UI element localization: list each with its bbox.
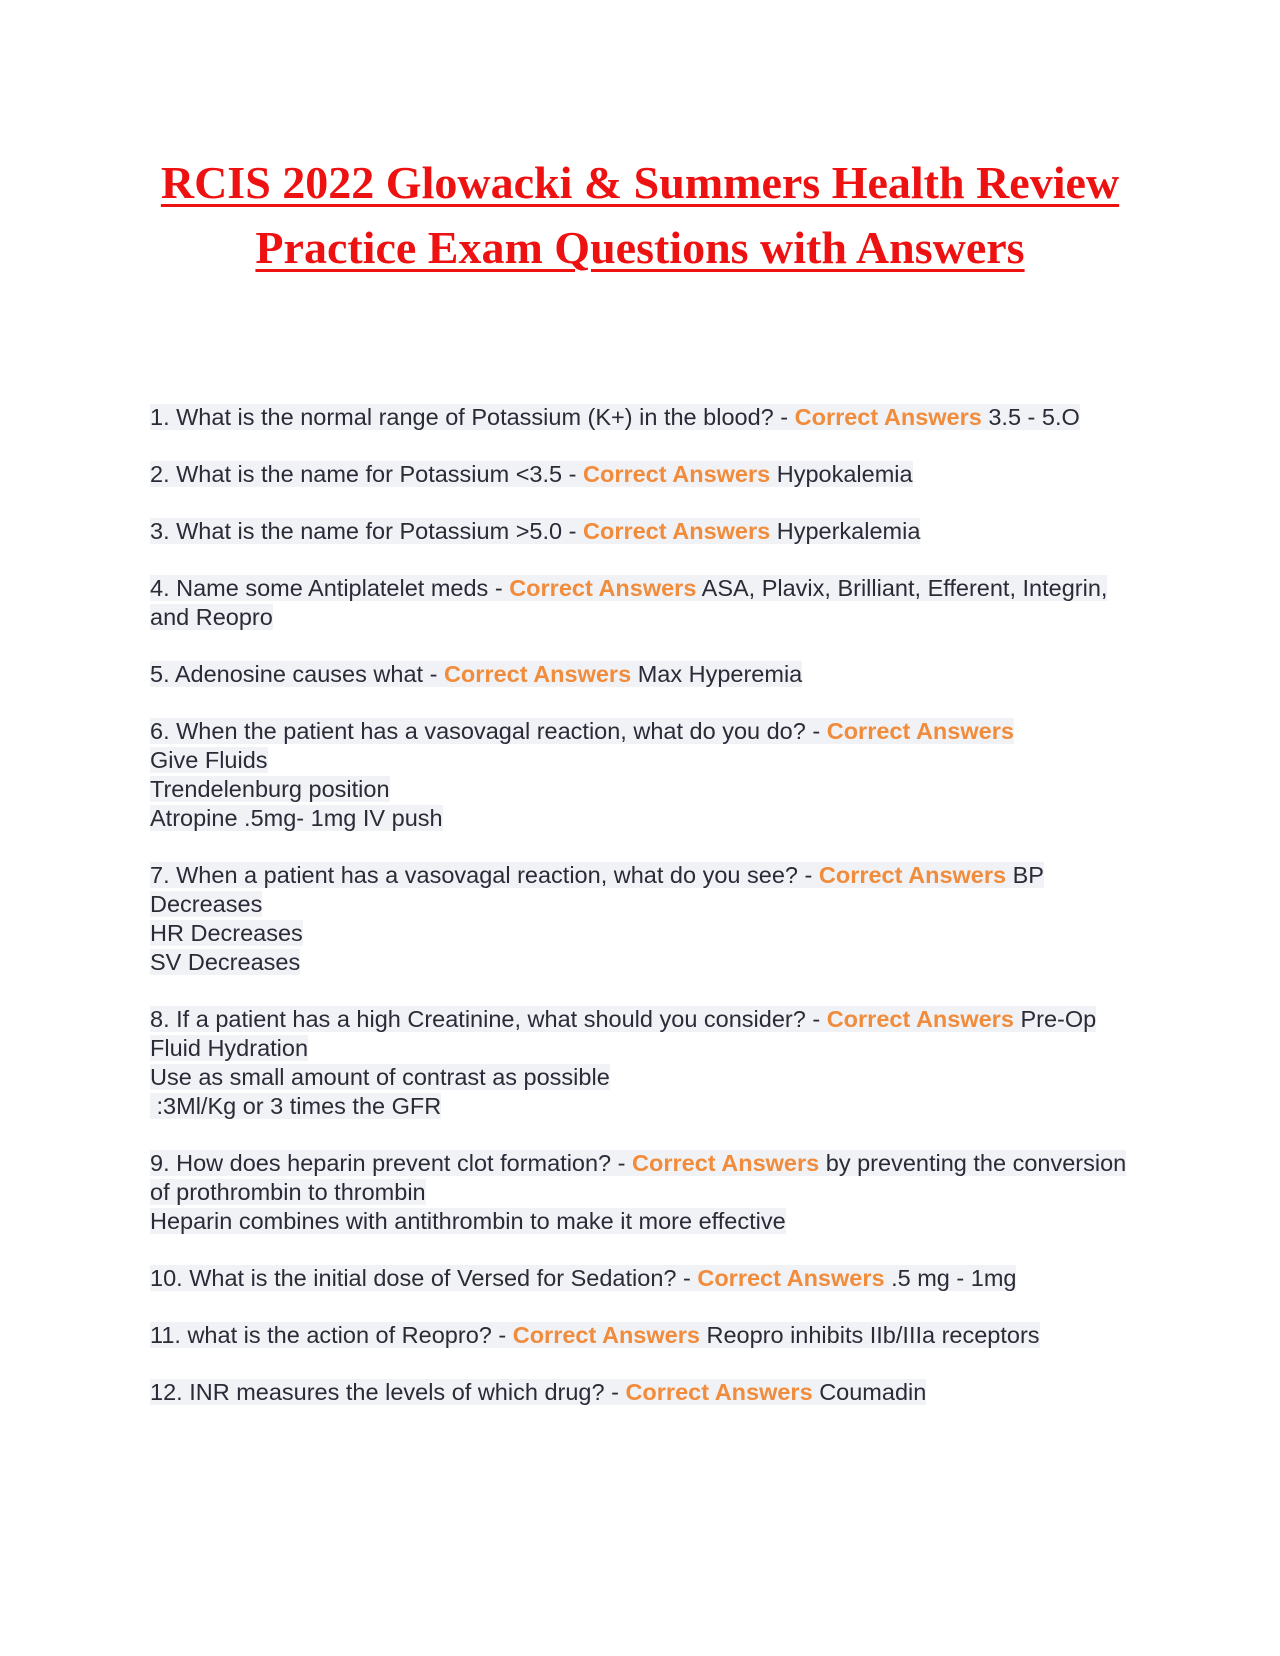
- separator: -: [773, 404, 795, 430]
- question-text: 11. what is the action of Reopro?: [150, 1322, 492, 1348]
- qa-item-6: [150, 717, 1140, 833]
- answer-text: Hypokalemia: [776, 461, 913, 487]
- answer-line: SV Decreases: [150, 949, 301, 975]
- separator: -: [676, 1265, 698, 1291]
- correct-answers-label: Correct Answers: [625, 1379, 813, 1405]
- answer-line: Trendelenburg position: [150, 776, 390, 802]
- question-text: 10. What is the initial dose of Versed for Sedation?: [150, 1265, 677, 1291]
- correct-answers-label: Correct Answers: [509, 575, 697, 601]
- question-text: 5. Adenosine causes what: [150, 661, 424, 687]
- answer-text: .5 mg - 1mg: [891, 1265, 1017, 1291]
- answer-line: Give Fluids: [150, 747, 268, 773]
- correct-answers-label: Correct Answers: [443, 661, 632, 687]
- answer-text: 3.5 - 5.O: [988, 404, 1080, 430]
- separator: -: [797, 862, 819, 888]
- answer-line: Use as small amount of contrast as possible: [150, 1064, 610, 1090]
- qa-item-5: [150, 660, 1140, 689]
- qa-item-1: [150, 403, 1140, 432]
- separator: -: [562, 461, 583, 487]
- answer-text: Pre-Op Fluid Hydration: [150, 1006, 1097, 1061]
- correct-answers-label: Correct Answers: [818, 862, 1007, 888]
- answer-text: BP Decreases: [150, 862, 1044, 917]
- answer-text: ASA, Plavix, Brilliant, Efferent, Integrin, and Reopro: [150, 575, 1108, 630]
- separator: -: [488, 575, 510, 601]
- question-text: 6. When the patient has a vasovagal reaction, what do you do?: [150, 718, 806, 744]
- correct-answers-label: Correct Answers: [583, 518, 771, 544]
- correct-answers-label: Correct Answers: [583, 461, 771, 487]
- answer-text: Reopro inhibits IIb/IIIa receptors: [706, 1322, 1040, 1348]
- qa-item-12: [150, 1378, 1140, 1407]
- qa-item-7: [150, 861, 1140, 977]
- qa-item-8: [150, 1005, 1140, 1121]
- question-text: 12. INR measures the levels of which drug?: [150, 1379, 605, 1405]
- separator: -: [611, 1150, 633, 1176]
- document-title: RCIS 2022 Glowacki & Summers Health Review Practice Exam Questions with Answers: [160, 157, 1120, 273]
- question-text: 3. What is the name for Potassium >5.0: [150, 518, 563, 544]
- correct-answers-label: Correct Answers: [512, 1322, 700, 1348]
- correct-answers-label: Correct Answers: [826, 1006, 1014, 1032]
- qa-item-10: [150, 1264, 1140, 1293]
- answer-line: Atropine .5mg- 1mg IV push: [150, 805, 443, 831]
- question-text: 4. Name some Antiplatelet meds: [150, 575, 489, 601]
- question-text: 2. What is the name for Potassium <3.5: [150, 461, 563, 487]
- qa-item-9: [150, 1149, 1140, 1236]
- correct-answers-label: Correct Answers: [632, 1150, 820, 1176]
- answer-text: by preventing the conversion of prothrombin to thrombin: [150, 1150, 1127, 1205]
- qa-item-11: [150, 1321, 1140, 1350]
- separator: -: [562, 518, 583, 544]
- answer-line: Heparin combines with antithrombin to make it more effective: [150, 1208, 786, 1234]
- separator: -: [423, 661, 444, 687]
- correct-answers-label: Correct Answers: [826, 718, 1014, 744]
- qa-item-4: [150, 574, 1140, 632]
- question-text: 1. What is the normal range of Potassium (K+) in the blood?: [150, 404, 774, 430]
- qa-list: [150, 403, 1140, 1407]
- question-text: 9. How does heparin prevent clot formation?: [150, 1150, 612, 1176]
- separator: -: [805, 1006, 827, 1032]
- separator: -: [805, 718, 827, 744]
- correct-answers-label: Correct Answers: [697, 1265, 885, 1291]
- qa-item-3: [150, 517, 1140, 546]
- answer-text: Hyperkalemia: [776, 518, 921, 544]
- answer-text: Max Hyperemia: [637, 661, 803, 687]
- separator: -: [491, 1322, 513, 1348]
- separator: -: [604, 1379, 626, 1405]
- question-text: 7. When a patient has a vasovagal reaction, what do you see?: [150, 862, 798, 888]
- answer-text: Coumadin: [819, 1379, 927, 1405]
- answer-line: :3Ml/Kg or 3 times the GFR: [150, 1093, 442, 1119]
- question-text: 8. If a patient has a high Creatinine, what should you consider?: [150, 1006, 806, 1032]
- answer-line: HR Decreases: [150, 920, 303, 946]
- correct-answers-label: Correct Answers: [794, 404, 982, 430]
- qa-item-2: [150, 460, 1140, 489]
